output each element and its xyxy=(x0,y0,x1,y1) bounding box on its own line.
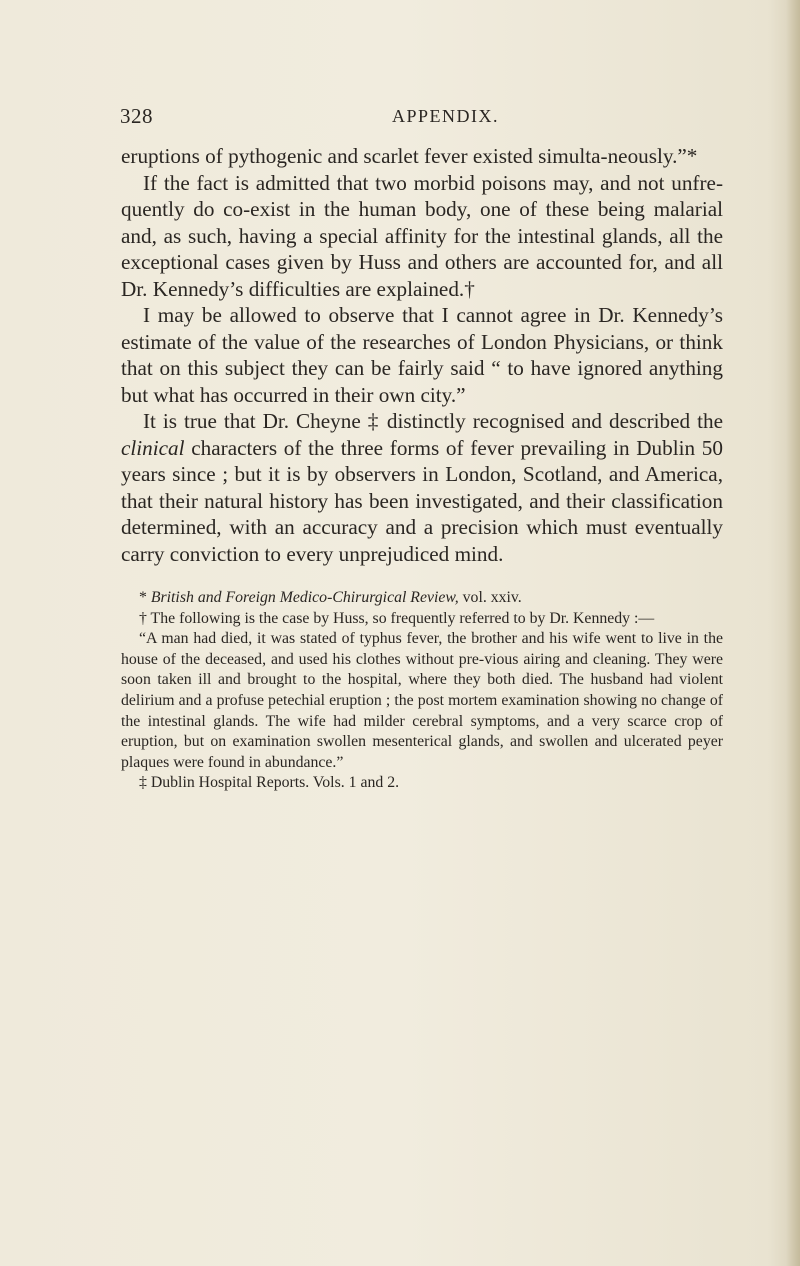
footnote-mark-asterisk: * xyxy=(139,589,151,606)
page-header xyxy=(0,104,800,134)
page-number: 328 xyxy=(120,104,153,128)
emphasis-clinical: clinical xyxy=(121,435,185,460)
paragraph-london-physicians: I may be allowed to observe that I cannot agree in Dr. Kennedy’s estimate of the value of the researches of London Physicians, or think that on this subject they can be fairly said “ to have ignored anything but what has occurred in their own city.” xyxy=(121,303,723,407)
footnote-double-dagger: ‡ Dublin Hospital Reports. Vols. 1 and 2. xyxy=(139,774,400,792)
page-edge-shadow xyxy=(786,0,800,1266)
footnote-huss-case-quote: “A man had died, it was stated of typhus fever, the brother and his wife went to live in the house of the deceased, and used his clothes without pre-vious airing and cleaning. They were soon taken ill and brought to the hospital, where they both died. The husband had violent delirium and a profuse petechial eruption ; the post mortem examination showing no change of the intestinal glands. The wife had milder cerebral symptoms, and a very scarce crop of eruption, but on examination swollen mesenterical glands, and swollen and ulcerated peyer plaques were found in abundance.” xyxy=(121,630,723,771)
footnote-dagger: † The following is the case by Huss, so frequently referred to by Dr. Kennedy :— xyxy=(139,609,655,627)
footnote-journal-title: British and Foreign Medico-Chirurgical Review, xyxy=(150,589,459,606)
footnotes xyxy=(121,588,723,794)
paragraph-dr-cheyne xyxy=(121,408,723,567)
footnote-asterisk xyxy=(121,588,723,609)
footnote-volume: vol. xxiv. xyxy=(458,589,522,606)
paragraph-cheyne-part-1: It is true that Dr. Cheyne ‡ distinctly recognised and described the xyxy=(143,409,723,433)
running-head: APPENDIX. xyxy=(392,106,500,126)
paragraph-cheyne-part-2: characters of the three forms of fever prevailing in Dublin 50 years since ; but it is by observers in London, Scotland, and America, that their natural history has been investigated, and their classification determined, with an accuracy and a precision which must eventually carry conviction to every unprejudiced mind. xyxy=(121,435,723,566)
main-text xyxy=(121,143,723,567)
paragraph-continuation: eruptions of pythogenic and scarlet fever existed simulta-neously.”* xyxy=(121,144,698,168)
paragraph-morbid-poisons: If the fact is admitted that two morbid poisons may, and not unfre-quently do co-exist in the human body, one of these being malarial and, as such, having a special affinity for the intestinal glands, all the exceptional cases given by Huss and others are accounted for, and all Dr. Kennedy’s difficulties are explained.† xyxy=(121,170,723,301)
